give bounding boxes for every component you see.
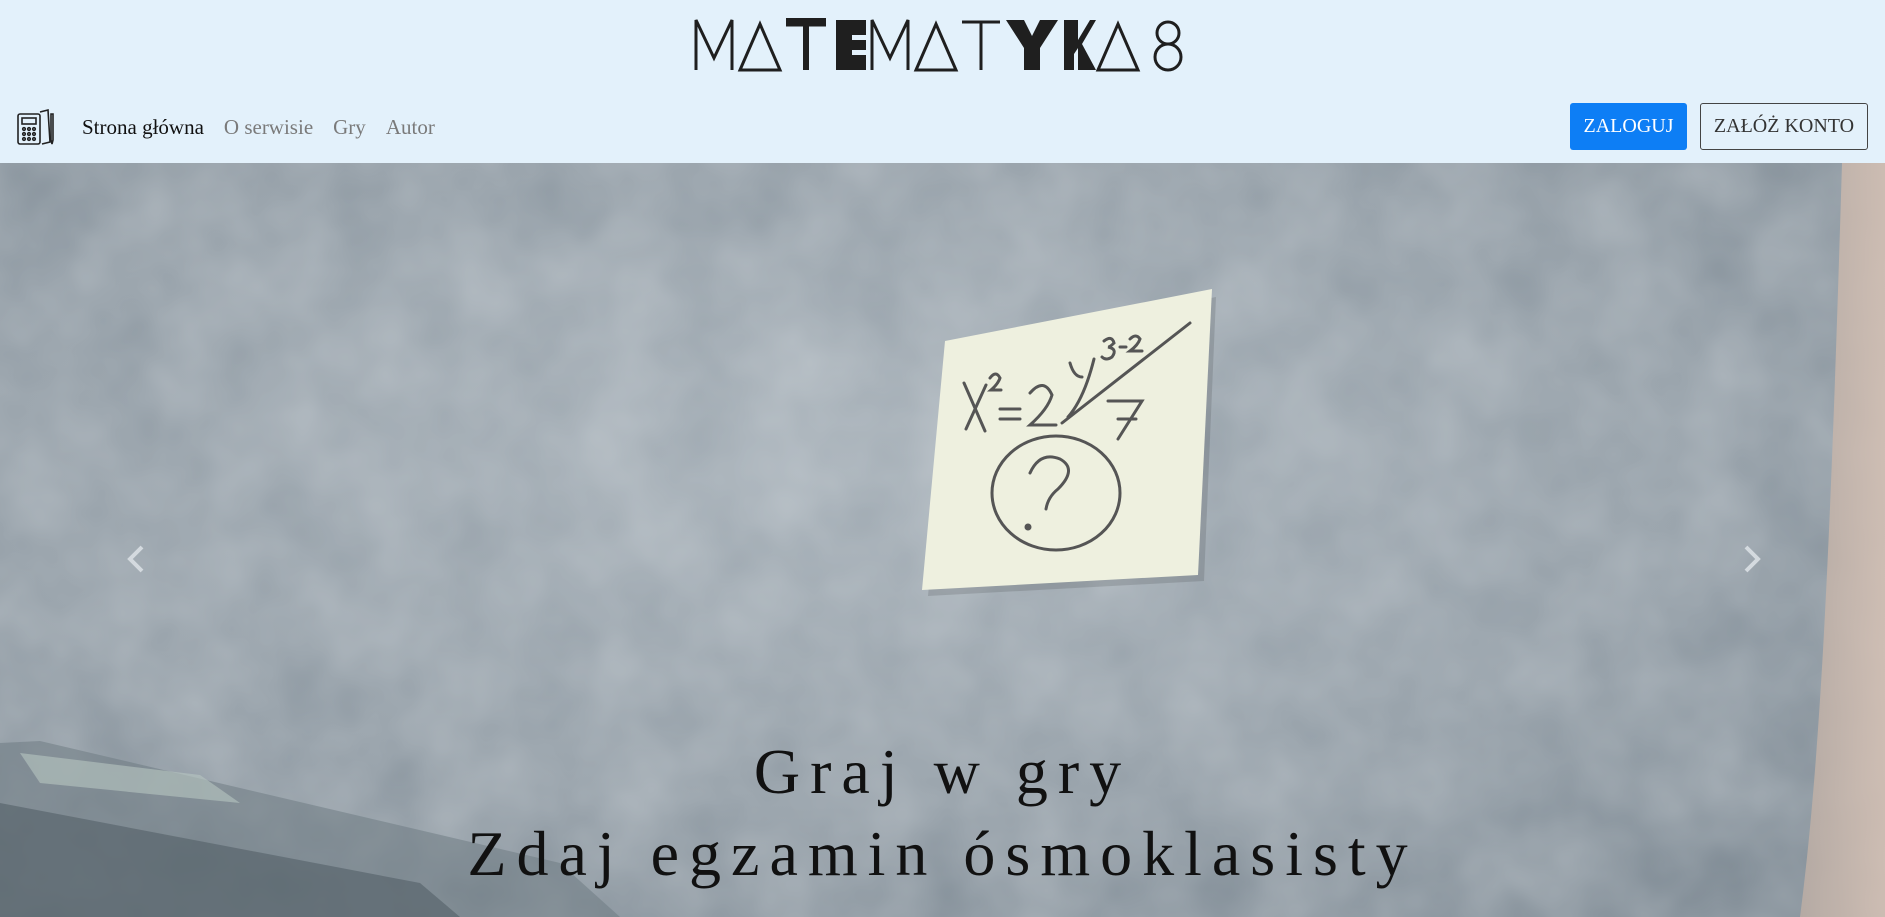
nav-links bbox=[82, 92, 435, 163]
register-button[interactable]: ZAŁÓŻ KONTO bbox=[1700, 103, 1868, 150]
hero-caption bbox=[0, 731, 1885, 895]
nav-link-games[interactable]: Gry bbox=[333, 115, 366, 139]
main-navbar bbox=[0, 92, 1885, 163]
nav-link-home[interactable]: Strona główna bbox=[82, 115, 204, 139]
chevron-left-icon[interactable] bbox=[122, 539, 152, 579]
hero-line-1: Graj w gry bbox=[753, 736, 1132, 807]
site-logo[interactable] bbox=[694, 18, 1190, 72]
hero-line-2: Zdaj egzamin ósmoklasisty bbox=[467, 818, 1418, 889]
logo-bar bbox=[0, 0, 1885, 92]
calculator-notebook-icon[interactable] bbox=[14, 108, 54, 148]
chevron-right-icon[interactable] bbox=[1736, 539, 1766, 579]
nav-link-about[interactable]: O serwisie bbox=[223, 115, 314, 139]
hero-carousel bbox=[0, 163, 1885, 917]
login-button[interactable]: ZALOGUJ bbox=[1570, 103, 1687, 150]
nav-link-author[interactable]: Autor bbox=[385, 115, 435, 139]
